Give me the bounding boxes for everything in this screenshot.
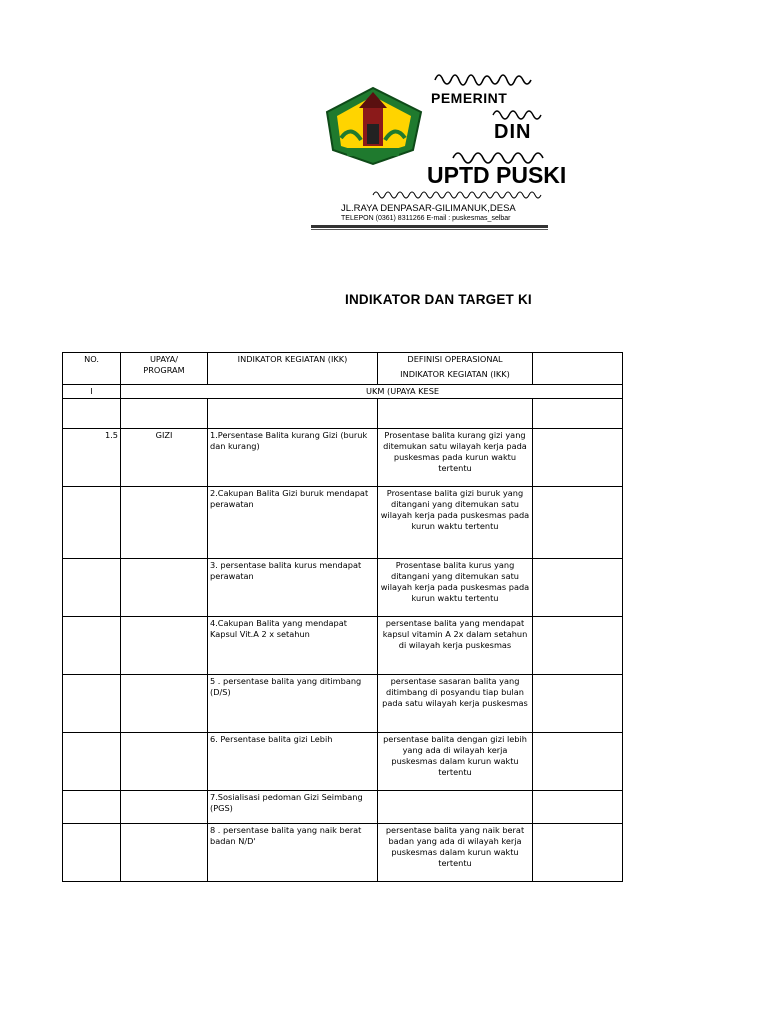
header-upaya-line1: UPAYA/ — [149, 354, 179, 364]
row-no — [63, 617, 121, 675]
header-definisi-line2: INDIKATOR KEGIATAN (IKK) — [400, 369, 510, 379]
header-no: NO. — [63, 353, 121, 385]
table-row — [63, 824, 623, 882]
row-no — [63, 559, 121, 617]
row-no — [63, 675, 121, 733]
row-program — [121, 617, 208, 675]
table-row — [63, 559, 623, 617]
row-definisi: Prosentase balita gizi buruk yang ditangani yang ditemukan satu wilayah kerja pada puskesmas pada kurun waktu tertentu — [378, 487, 533, 559]
row-no — [63, 824, 121, 882]
section-label-text: UKM (UPAYA KESE — [366, 386, 440, 396]
row-no — [63, 733, 121, 791]
row-program — [121, 487, 208, 559]
header-upaya — [121, 353, 208, 385]
row-indikator: 6. Persentase balita gizi Lebih — [208, 733, 378, 791]
row-definisi — [378, 791, 533, 824]
table-row — [63, 617, 623, 675]
row-definisi: persentase balita yang naik berat badan yang ada di wilayah kerja puskesmas dalam kurun waktu tertentu — [378, 824, 533, 882]
header-definisi — [378, 353, 533, 385]
row-indikator: 8 . persentase balita yang naik berat badan N/D' — [208, 824, 378, 882]
header-indikator: INDIKATOR KEGIATAN (IKK) — [208, 353, 378, 385]
letterhead-telephone: TELEPON (0361) 8311266 E-mail : puskesmas_selbar — [341, 215, 511, 222]
letterhead-rule — [311, 225, 548, 228]
balinese-script-line-1 — [433, 68, 548, 86]
row-definisi: Prosentase balita kurus yang ditangani yang ditemukan satu wilayah kerja pada puskesmas pada kurun waktu tertentu — [378, 559, 533, 617]
row-indikator: 3. persentase balita kurus mendapat perawatan — [208, 559, 378, 617]
table-row — [63, 487, 623, 559]
header-definisi-line1: DEFINISI OPERASIONAL — [407, 354, 503, 364]
row-indikator: 1.Persentase Balita kurang Gizi (buruk dan kurang) — [208, 429, 378, 487]
row-program — [121, 675, 208, 733]
row-program — [121, 791, 208, 824]
row-program — [121, 733, 208, 791]
section-label — [121, 385, 623, 399]
header-extra — [533, 353, 623, 385]
letterhead-line-2: DIN — [494, 121, 532, 143]
balinese-script-line-4 — [371, 187, 548, 199]
row-no — [63, 791, 121, 824]
table-header-row — [63, 353, 623, 385]
row-indikator: 4.Cakupan Balita yang mendapat Kapsul Vit.A 2 x setahun — [208, 617, 378, 675]
letterhead — [311, 66, 567, 232]
row-definisi: Prosentase balita kurang gizi yang ditemukan satu wilayah kerja pada puskesmas pada kurun waktu tertentu — [378, 429, 533, 487]
table-row — [63, 429, 623, 487]
document-title: INDIKATOR DAN TARGET KI — [345, 292, 532, 307]
row-indikator: 5 . persentase balita yang ditimbang (D/S) — [208, 675, 378, 733]
letterhead-line-3: UPTD PUSKI — [427, 162, 567, 188]
table-row — [63, 791, 623, 824]
letterhead-address: JL.RAYA DENPASAR-GILIMANUK,DESA — [341, 203, 516, 214]
indicator-table — [62, 352, 548, 884]
row-program: GIZI — [121, 429, 208, 487]
spacer-row — [63, 399, 623, 429]
section-no: I — [63, 385, 121, 399]
row-indikator: 7.Sosialisasi pedoman Gizi Seimbang (PGS) — [208, 791, 378, 824]
row-program — [121, 824, 208, 882]
row-definisi: persentase sasaran balita yang ditimbang di posyandu tiap bulan pada satu wilayah kerja puskesmas — [378, 675, 533, 733]
row-definisi: persentase balita dengan gizi lebih yang ada di wilayah kerja puskesmas dalam kurun waktu tertentu — [378, 733, 533, 791]
letterhead-line-1: PEMERINT — [431, 90, 508, 106]
balinese-script-line-2 — [491, 106, 548, 120]
table-row — [63, 733, 623, 791]
row-no — [63, 487, 121, 559]
row-program — [121, 559, 208, 617]
row-indikator: 2.Cakupan Balita Gizi buruk mendapat perawatan — [208, 487, 378, 559]
section-row — [63, 385, 623, 399]
table-row — [63, 675, 623, 733]
row-definisi: persentase balita yang mendapat kapsul vitamin A 2x dalam setahun di wilayah kerja puskesmas — [378, 617, 533, 675]
row-no: 1.5 — [63, 429, 121, 487]
letterhead-rule-thin — [311, 229, 548, 230]
header-upaya-line2: PROGRAM — [143, 365, 185, 375]
